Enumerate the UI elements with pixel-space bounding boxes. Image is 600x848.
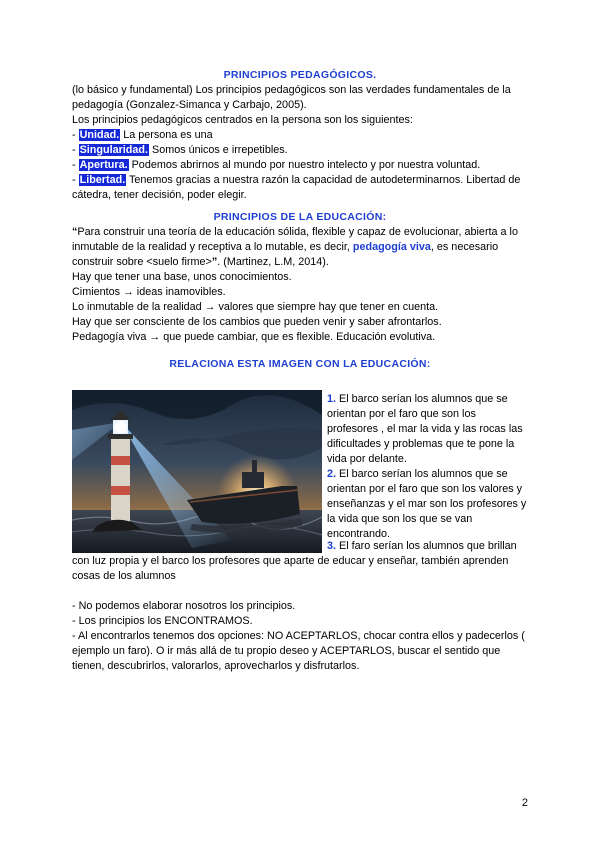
- section-title-principios-pedagogicos: PRINCIPIOS PEDAGÓGICOS.: [223, 69, 377, 81]
- section-title-relaciona-imagen: RELACIONA ESTA IMAGEN CON LA EDUCACIÓN:: [169, 358, 431, 370]
- interpretation-point-2: [327, 467, 528, 542]
- document-page: [72, 68, 528, 674]
- education-line: Lo inmutable de la realidad → valores que siempre hay que tener en cuenta.: [72, 301, 439, 313]
- education-line: Hay que ser consciente de los cambios que pueden venir y saber afrontarlos.: [72, 316, 442, 328]
- point-text: El faro serían los alumnos que brillan con luz propia y el barco los profesores que aparte de educar y enseñar, también aprenden cosas de los alumnos: [72, 540, 517, 582]
- quote-citation: . (Martinez, L.M, 2014).: [217, 256, 329, 268]
- principle-term: Singularidad.: [79, 144, 148, 156]
- interpretation-point-1: [327, 392, 528, 467]
- principle-text: La persona es una: [120, 129, 213, 141]
- principle-item-libertad: - Libertad. Tenemos gracias a nuestra razón la capacidad de autodeterminarnos. Libertad de cátedra, tener decisión, poder elegir.: [72, 174, 521, 201]
- intro-paragraph: (lo básico y fundamental) Los principios pedagógicos son las verdades fundamentales de la pedagogía (Gonzalez-Simanca y Carbajo, 2005).: [72, 84, 511, 111]
- principle-item-singularidad: - Singularidad. Somos únicos e irrepetibles.: [72, 144, 288, 156]
- point-text: El barco serían los alumnos que se orientan por el faro que son los profesores , el mar la vida y las rocas las dificultades y problemas que te pone la vida por delante.: [327, 393, 523, 465]
- conclusion-line: - No podemos elaborar nosotros los principios.: [72, 600, 296, 612]
- education-line: Cimientos → ideas inamovibles.: [72, 286, 226, 298]
- principle-item-apertura: - Apertura. Podemos abrirnos al mundo por nuestro intelecto y por nuestra voluntad.: [72, 159, 481, 171]
- point-number: 3.: [327, 540, 337, 552]
- quote-highlight: pedagogía viva: [352, 241, 431, 253]
- principle-term: Apertura.: [79, 159, 128, 171]
- point-number: 1.: [327, 393, 337, 405]
- quote-text-a: Para construir una teoría de la educación sólida, flexible y capaz de evolucionar, abierta a lo inmutable de la realidad y receptiva a lo mutable, es decir,: [72, 226, 518, 253]
- education-line: Pedagogía viva → que puede cambiar, que es flexible. Educación evolutiva.: [72, 331, 436, 343]
- quote-open-mark: “: [72, 226, 78, 238]
- principles-lead: Los principios pedagógicos centrados en la persona son los siguientes:: [72, 114, 413, 126]
- principle-text: Tenemos gracias a nuestra razón la capacidad de autodeterminarnos. Libertad de cátedra, tener decisión, poder elegir.: [72, 174, 521, 201]
- point-number: 2.: [327, 468, 337, 480]
- lighthouse-ship-photo: [72, 390, 322, 553]
- principle-item-unidad: - Unidad. La persona es una: [72, 129, 213, 141]
- principle-term: Unidad.: [79, 129, 120, 141]
- conclusion-line: - Al encontrarlos tenemos dos opciones: NO ACEPTARLOS, chocar contra ellos y padecerlos ( ejemplo un faro). O ir más allá de tu propio deseo y ACEPTARLOS, buscar el sentido que tienen, descubrirlos, valorarlos, aprovecharlos y disfrutarlos.: [72, 630, 525, 672]
- principle-text: Podemos abrirnos al mundo por nuestro intelecto y por nuestra voluntad.: [128, 159, 481, 171]
- section-title-principios-educacion: PRINCIPIOS DE LA EDUCACIÓN:: [213, 211, 387, 223]
- education-line: Hay que tener una base, unos conocimientos.: [72, 271, 292, 283]
- conclusion-line: - Los principios los ENCONTRAMOS.: [72, 615, 253, 627]
- quote-paragraph: [72, 225, 528, 270]
- image-with-caption: [72, 390, 528, 554]
- quote-close-mark: ”: [211, 256, 218, 268]
- page-number: 2: [521, 797, 528, 809]
- quote-text-b: , es necesario construir sobre <suelo firme>: [72, 241, 499, 268]
- point-text: El barco serían los alumnos que se orientan por el faro que son los valores y enseñanzas y el mar son los profesores y la vida que son los que se van encontrando.: [327, 468, 527, 540]
- principle-text: Somos únicos e irrepetibles.: [149, 144, 288, 156]
- principle-term: Libertad.: [79, 174, 126, 186]
- image-caption-column: [327, 392, 528, 542]
